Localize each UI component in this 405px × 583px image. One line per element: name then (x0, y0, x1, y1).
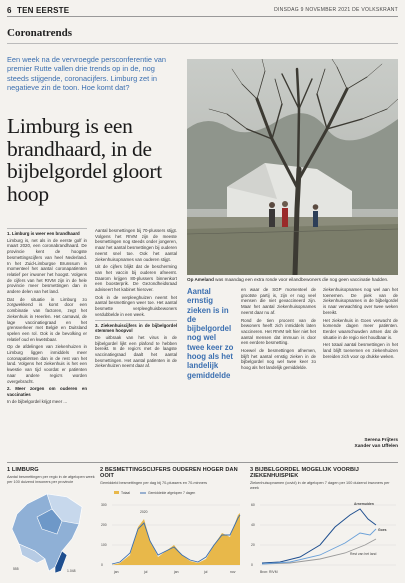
paragraph: en waar de SGP momenteel de grootste partij is, zijn er nog veel mensen die niet gevaccineerd zijn. Maar het aantal ziekenhuisopnames neemt daar nu af. (241, 287, 316, 315)
article-headline: Limburg is een brandhaard, in de bijbelgordel gloort hoop (7, 114, 162, 206)
netherlands-map (7, 489, 95, 575)
legend-label: Totaal (121, 491, 131, 495)
line-chart (250, 485, 398, 575)
divider (7, 43, 398, 44)
legend-label: Gemiddelde afgelopen 7 dagen (148, 491, 196, 495)
graphics-divider (7, 462, 398, 463)
graphic-subtitle: Ziekenhuisopnamen (covid) in de afgelopen 7 dagen per 100 duizend inwoners per week (250, 481, 390, 490)
y-tick: 100 (101, 543, 107, 547)
x-tick: jul (204, 570, 208, 574)
author-name: Xander van Uffelen (354, 444, 398, 449)
caption-text: was maandag een extra ronde voor eilandbewoners die nog geen vaccinatie hadden. (215, 277, 389, 282)
photo-caption (187, 277, 398, 283)
byline (331, 438, 398, 450)
area-chart (100, 485, 243, 575)
paragraph: Het totaal aantal besmettingen in het land blijft toenemen en ziekenhuizen bereiden zich voor op drukke weken. (323, 342, 398, 359)
paragraph: Het ziekenhuis in Goes verwacht de komende dagen meer patiënten. Eerder waarschuwden artsen dat de situatie in de regio niet houdbaar is. (323, 317, 398, 340)
graphic-title: 3 BIJBELGORDEL MOGELIJK VOORBIJ ZIEKENHUISPIEK (250, 467, 359, 479)
paragraph: Limburg is, net als in de eerste golf in maart 2020, een coronabrandhaard. De provincie kent de hoogste besmettingscijfers van heel Nederland. In het Zuid-Limburgse Brunssum is momenteel het aantal coronapatiënten relatief per inwoner het hoogst. Volgens de cijfers van het RIVM zijn in de hele provincie meer besmettingen dan in andere delen van het land. (7, 237, 87, 295)
graphic-subtitle: Gemiddeld besmettingen per dag bij 70-plussers en 70-minners (100, 481, 208, 485)
article-photo (187, 59, 398, 275)
graphic-bijbelgordel (250, 467, 398, 577)
y-tick: 300 (101, 503, 107, 507)
graphic-ouderen (100, 467, 243, 577)
pull-quote: Aantal ernstig zieken is in de bijbelgordel nog wel twee keer zo hoog als het landelijk gemiddelde (187, 287, 234, 380)
x-tick: nov (230, 570, 236, 574)
article-intro: Een week na de vervroegde persconferentie van premier Rutte vallen drie trends op in de, nog steeds stijgende, coronacijfers. Limburg zet in negatieve zin de toon. Hoe komt dat? (7, 55, 166, 93)
page-number: 6 (7, 6, 12, 15)
paragraph: De uitbraak van het virus in de bijbelgordel lijkt een plafond te hebben bereikt. In de regio's met de laagste vaccinatiegraad daalt het aantal besmettingen. Het aantal patiënten in de ziekenhuizen neemt daar af. (95, 334, 177, 369)
paragraph: Hoewel de besmettingen afnemen, blijft het aantal ernstig zieken in de bijbelgordel nog wel twee keer zo hoog als het landelijk gemiddelde. (241, 348, 316, 371)
body-column-4 (323, 287, 398, 361)
paragraph: Rond de tien procent van de bewoners heeft zich inmiddels laten vaccineren. Het RIVM telt hier niet het aantal mensen dat immuun is door een eerdere besmetting. (241, 317, 316, 346)
section-title: Coronatrends (7, 27, 72, 39)
series-label: Goes (378, 528, 387, 532)
paragraph: Uit de cijfers blijkt dat de bescherming van het vaccin bij ouderen afneemt. Daarom krijgen 80-plussers binnenkort een boosterprik. De Gezondheidsraad adviseert het kabinet hierover. (95, 264, 177, 293)
page-header (7, 6, 398, 17)
paragraph: Op de afdelingen van ziekenhuizen in Limburg liggen inmiddels meer coronapatiënten dan in de rest van het land. Volgens het ziekenhuis is het een kwestie van tijd voordat er patiënten naar andere regio's worden overgebracht. (7, 344, 87, 384)
graphic-subtitle: Aantal besmettingen per regio in de afgelopen week per 100 duizend inwoners per provincie (7, 475, 95, 484)
subheading: 2. Meer zorgen om ouderen en vaccinaties (7, 386, 87, 397)
graphic-limburg (7, 467, 95, 577)
subheading: 3. Ziekenhuiscijfers in de bijbelgordel stemmen hoopvol (95, 322, 177, 334)
y-tick: 20 (251, 543, 255, 547)
paragraph: In de bijbelgordel krijgt meer ... (7, 398, 68, 404)
graphic-title: 1 LIMBURG (7, 467, 39, 473)
source-note: Bron: RIVM (260, 570, 278, 574)
paragraph: Aantal besmettingen bij 70-plussers stijgt. Volgens het RIVM zijn de meeste besmettingen nog steeds onder jongeren, maar het aantal besmettingen bij ouderen neemt snel toe. Ook het aantal ziekenhuisopnames van ouderen stijgt. (95, 228, 177, 262)
map-label-low: 555 (13, 567, 19, 571)
author-name: Serena Frijters (364, 438, 398, 443)
subheading: 1. Limburg is weer een brandhaard (7, 231, 80, 236)
body-column-2 (95, 228, 177, 371)
paragraph: Dat de situatie in Limburg zo zorgwekkend is komt door een combinatie van factoren, zegt het ziekenhuis in Heerlen. Het carnaval, de lage vaccinatiegraad en het grensverkeer met België en Duitsland spelen een rol. Ook is de bevolking er relatief oud en kwetsbaar. (7, 296, 87, 342)
divider (95, 320, 177, 321)
paragraph: Ook in de verpleeghuizen neemt het aantal besmettingen weer toe. Het aantal besmette verpleeghuisbewoners verdubbelde in een week. (95, 294, 177, 317)
caption-place: Op Ameland (187, 277, 214, 282)
x-tick: jan (114, 570, 119, 574)
x-tick: jan (174, 570, 179, 574)
y-tick: 40 (251, 523, 255, 527)
body-column-1 (7, 228, 87, 406)
y-tick: 200 (101, 523, 107, 527)
paragraph: ziekenhuisopnames nog wel aan het toenemen. De piek van de ziekenhuisopnames in de bijbelgordel is naar verwachting over twee weken bereikt. (323, 287, 398, 315)
graphic-title: 2 BESMETTINGSCIJFERS OUDEREN HOGER DAN OOIT (100, 467, 238, 479)
series-label: Rest van het land (350, 552, 377, 556)
divider (7, 228, 87, 229)
series-label: Arnemuiden (354, 502, 374, 506)
y-tick: 0 (101, 563, 103, 567)
x-tick: jul (144, 570, 148, 574)
body-column-3 (241, 287, 316, 373)
map-label-high: 1.048 (67, 569, 76, 573)
photo-illustration (187, 59, 398, 275)
legend-swatch (114, 491, 119, 494)
year-label: 2020 (140, 510, 148, 514)
y-tick: 0 (251, 563, 253, 567)
y-tick: 60 (251, 503, 255, 507)
section-label: TEN EERSTE (17, 6, 70, 15)
dateline: DINSDAG 9 NOVEMBER 2021 DE VOLKSKRANT (274, 7, 398, 13)
area-series (112, 513, 240, 565)
